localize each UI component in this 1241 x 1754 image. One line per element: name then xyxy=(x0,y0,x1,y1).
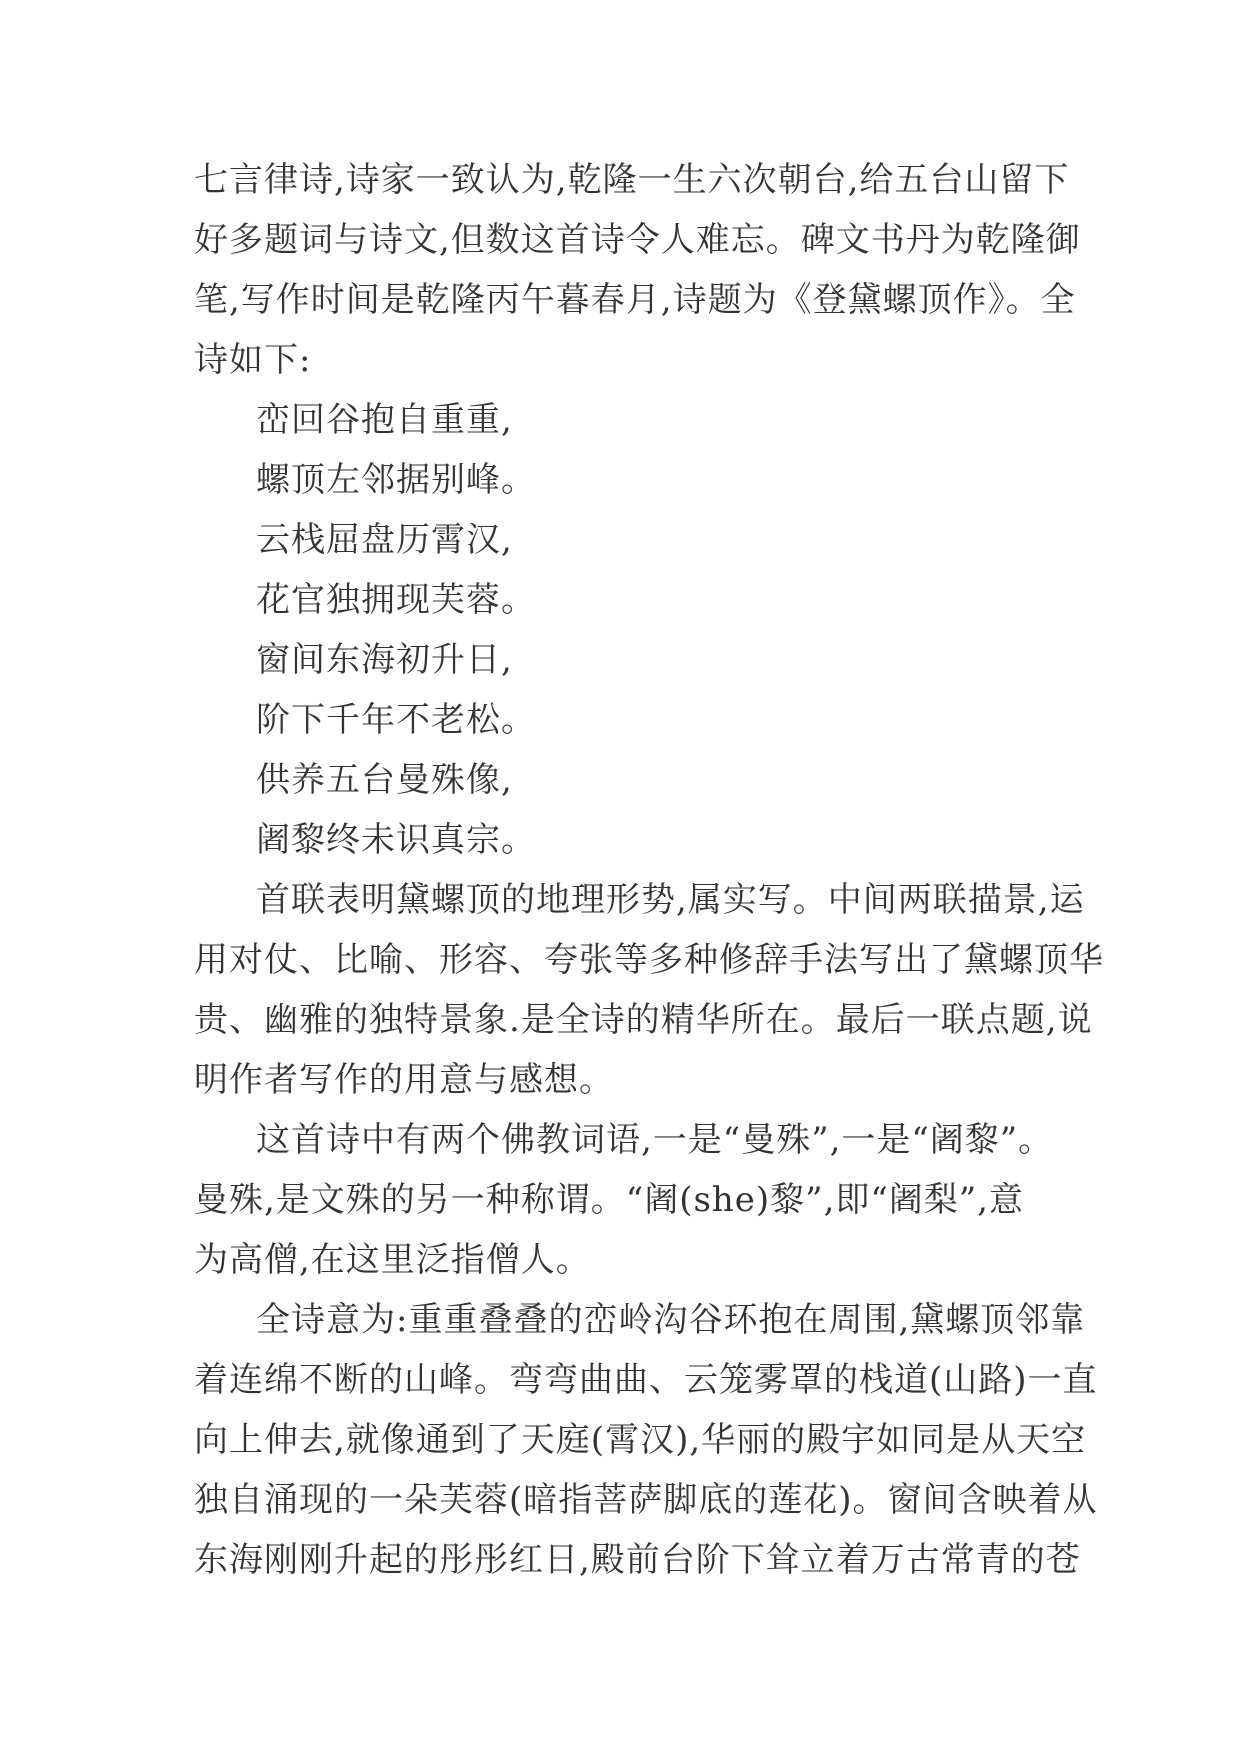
text-line: 笔,写作时间是乾隆丙午暮春月,诗题为《登黛螺顶作》。全 xyxy=(194,280,1076,320)
text-line: 用对仗、比喻、形容、夸张等多种修辞手法写出了黛螺顶华 xyxy=(194,940,1104,980)
text-line: 七言律诗,诗家一致认为,乾隆一生六次朝台,给五台山留下 xyxy=(194,160,1070,200)
poem-line: 花官独拥现芙蓉。 xyxy=(256,580,536,620)
poem-line: 窗间东海初升日, xyxy=(256,640,513,680)
text-line: 诗如下: xyxy=(194,340,312,380)
text-line: 贵、幽雅的独特景象.是全诗的精华所在。最后一联点题,说 xyxy=(194,1000,1093,1040)
text-line: 独自涌现的一朵芙蓉(暗指菩萨脚底的莲花)。窗间含映着从 xyxy=(194,1480,1098,1520)
text-line: 东海刚刚升起的彤彤红日,殿前台阶下耸立着万古常青的苍 xyxy=(194,1540,1081,1580)
text-line: 这首诗中有两个佛教词语,一是“曼殊”,一是“阇黎”。 xyxy=(256,1120,1054,1160)
text-line: 全诗意为:重重叠叠的峦岭沟谷环抱在周围,黛螺顶邻靠 xyxy=(256,1300,1086,1340)
text-line: 首联表明黛螺顶的地理形势,属实写。中间两联描景,运 xyxy=(256,880,1085,920)
poem-line: 螺顶左邻据别峰。 xyxy=(256,460,536,500)
text-line: 明作者写作的用意与感想。 xyxy=(194,1060,614,1100)
text-line: 曼殊,是文殊的另一种称谓。“阇(she)黎”,即“阇梨”,意 xyxy=(194,1180,1024,1220)
text-line: 着连绵不断的山峰。弯弯曲曲、云笼雾罩的栈道(山路)一直 xyxy=(194,1360,1098,1400)
poem-line: 云栈屈盘历霄汉, xyxy=(256,520,513,560)
document-body xyxy=(194,150,1104,1590)
text-line: 向上伸去,就像通到了天庭(霄汉),华丽的殿宇如同是从天空 xyxy=(194,1420,1087,1460)
poem-line: 峦回谷抱自重重, xyxy=(256,400,513,440)
text-line: 好多题词与诗文,但数这首诗令人难忘。碑文书丹为乾隆御 xyxy=(194,220,1081,260)
text-line: 为高僧,在这里泛指僧人。 xyxy=(194,1240,591,1280)
poem-line: 供养五台曼殊像, xyxy=(256,760,513,800)
poem-line: 阇黎终未识真宗。 xyxy=(256,820,536,860)
poem-line: 阶下千年不老松。 xyxy=(256,700,536,740)
